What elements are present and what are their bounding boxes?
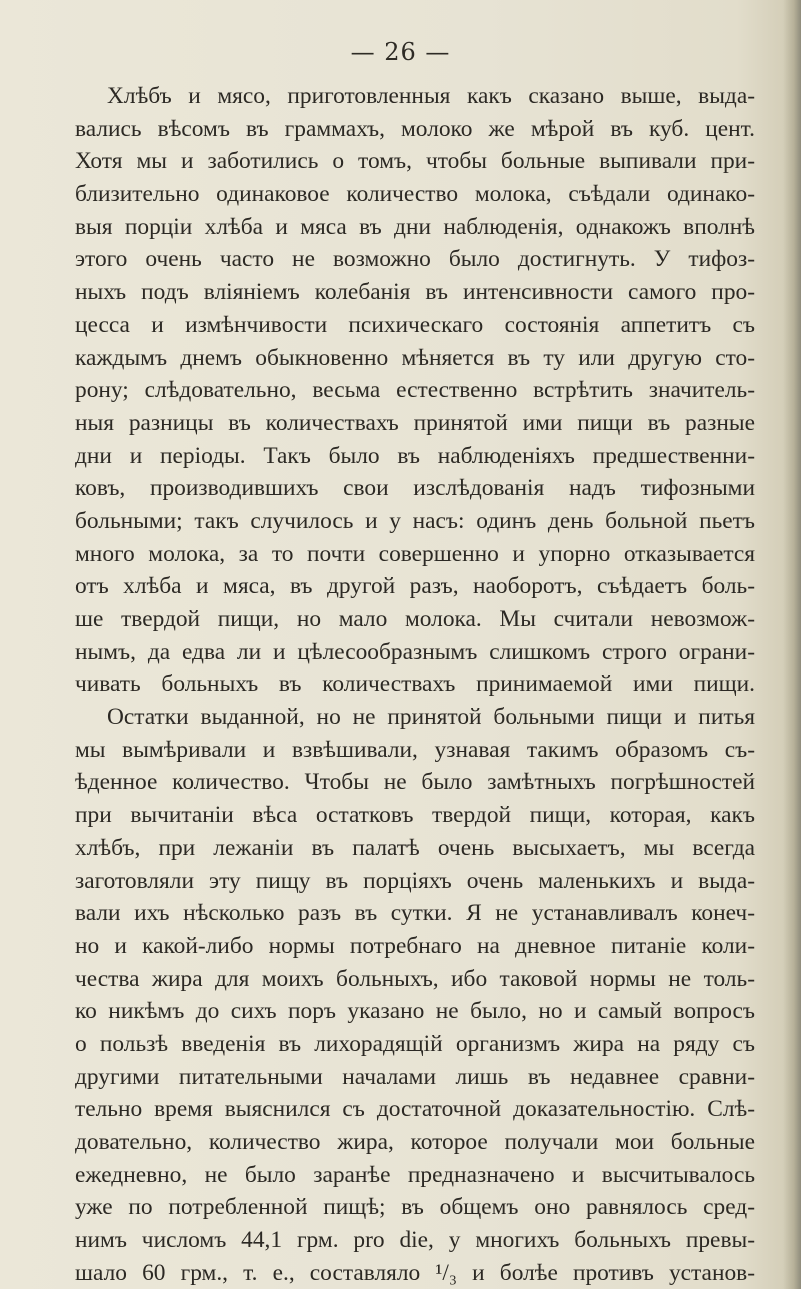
text-line: ѣденное количество. Чтобы не было замѣтныхъ погрѣшностей bbox=[75, 769, 755, 796]
text-line: цесса и измѣнчивости психическаго состоянія аппетитъ съ bbox=[75, 311, 755, 338]
text-line: хлѣбъ, при лежаніи въ палатѣ очень высыхаетъ, мы всегда bbox=[75, 834, 755, 861]
text-line: при вычитаніи вѣса остатковъ твердой пищи, которая, какъ bbox=[75, 802, 755, 829]
text-line: чества жира для моихъ больныхъ, ибо таковой нормы не толь- bbox=[75, 965, 755, 992]
text-line: другими питательными началами лишь въ недавнее сравни- bbox=[75, 1063, 755, 1090]
text-line: близительно одинаковое количество молока, съѣдали одинако- bbox=[75, 181, 755, 208]
text-line: вались вѣсомъ въ граммахъ, молоко же мѣрой въ куб. цент. bbox=[75, 115, 755, 142]
text-line: Хлѣбъ и мясо, приготовленныя какъ сказано выше, выда- bbox=[107, 83, 755, 109]
text-line: этого очень часто не возможно было достигнуть. У тифоз- bbox=[75, 246, 755, 273]
text-line: ежедневно, не было заранѣе предназначено и высчитывалось bbox=[75, 1161, 755, 1188]
text-line: довательно, количество жира, которое получали мои больные bbox=[75, 1129, 755, 1155]
text-line: нимъ числомъ 44,1 грм. pro die, у многихъ больныхъ превы- bbox=[75, 1227, 755, 1254]
text-line: каждымъ днемъ обыкновенно мѣняется въ ту или другую сто- bbox=[75, 344, 755, 371]
text-line: тельно время выяснился съ достаточной доказательностію. Слѣ- bbox=[75, 1096, 755, 1123]
text-line: отъ хлѣба и мяса, въ другой разъ, наоборотъ, съѣдаетъ боль- bbox=[75, 573, 755, 600]
text-line: больными; такъ случилось и у насъ: одинъ день больной пьетъ bbox=[75, 507, 755, 534]
text-line: мы вымѣривали и взвѣшивали, узнавая такимъ образомъ съ- bbox=[75, 736, 755, 763]
body-text bbox=[75, 80, 755, 1289]
page-number: — 26 — bbox=[350, 38, 451, 66]
text-line: заготовляли эту пищу въ порціяхъ очень маленькихъ и выда- bbox=[75, 867, 755, 894]
text-line: нымъ, да едва ли и цѣлесообразнымъ слишкомъ строго ограни- bbox=[75, 638, 755, 665]
text-line: о пользѣ введенія въ лихорадящій организмъ жира на ряду съ bbox=[75, 1030, 755, 1057]
text-line: ковъ, производившихъ свои изслѣдованія надъ тифозными bbox=[75, 475, 755, 502]
text-line: вали ихъ нѣсколько разъ въ сутки. Я не устанавливалъ конеч- bbox=[75, 900, 755, 927]
text-line: но и какой-либо нормы потребнаго на дневное питаніе коли- bbox=[75, 932, 755, 959]
text-line: ше твердой пищи, но мало молока. Мы считали невозмож- bbox=[75, 606, 755, 632]
text-line: ныя разницы въ количествахъ принятой ими пищи въ разные bbox=[75, 409, 755, 436]
text-line: много молока, за то почти совершенно и упорно отказывается bbox=[75, 540, 755, 567]
text-line: Хотя мы и заботились о томъ, чтобы больные выпивали при- bbox=[75, 148, 755, 175]
text-line: дни и періоды. Такъ было въ наблюденіяхъ предшественни- bbox=[75, 442, 755, 469]
text-line: шало 60 грм., т. е., составляло ¹/₃ и болѣе противъ установ- bbox=[75, 1259, 755, 1286]
text-line: уже по потребленной пищѣ; въ общемъ оно равнялось сред- bbox=[75, 1194, 755, 1221]
text-line: чивать больныхъ въ количествахъ принимаемой ими пищи. bbox=[75, 671, 755, 698]
text-line: выя порціи хлѣба и мяса въ дни наблюденія, однакожъ вполнѣ bbox=[75, 213, 755, 240]
text-line: ко никѣмъ до сихъ поръ указано не было, но и самый вопросъ bbox=[75, 998, 755, 1025]
text-line: рону; слѣдовательно, весьма естественно встрѣтить значитель- bbox=[75, 377, 755, 404]
text-line: ныхъ подъ вліяніемъ колебанія въ интенсивности самого про- bbox=[75, 279, 755, 306]
page-edge-shadow bbox=[783, 0, 801, 1289]
text-line: Остатки выданной, но не принятой больными пищи и питья bbox=[107, 704, 755, 731]
